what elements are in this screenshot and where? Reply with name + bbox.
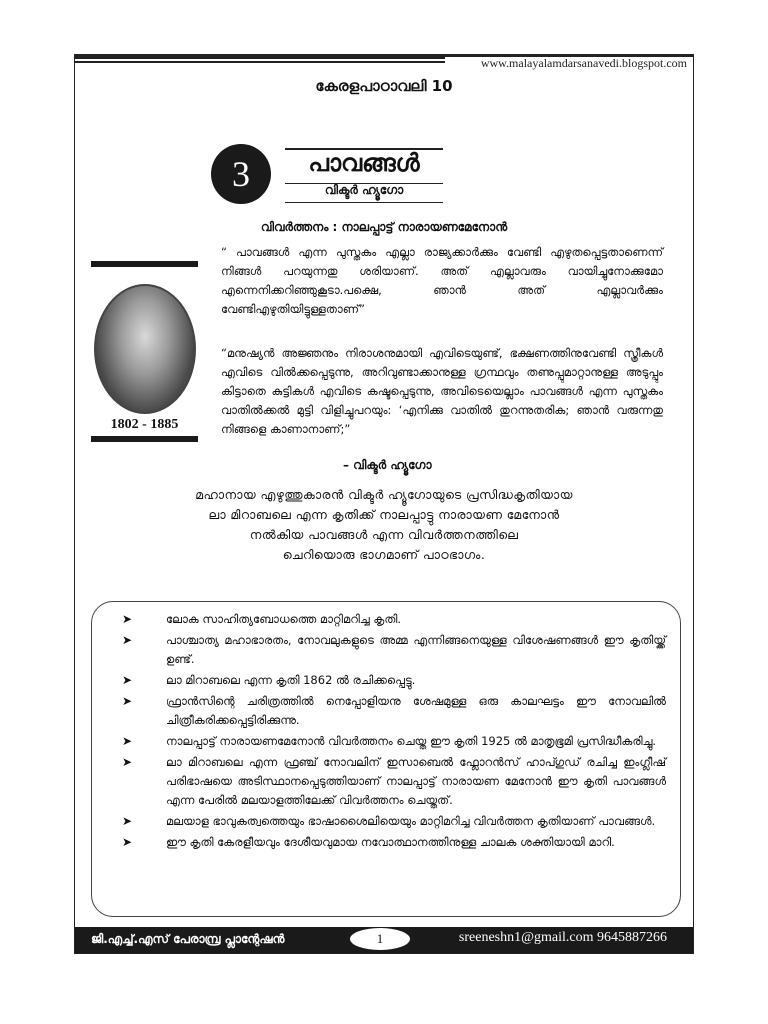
footer-contact[interactable]: sreeneshn1@gmail.com 9645887266 bbox=[458, 930, 667, 945]
header-url[interactable]: www.malayalamdarsanavedi.blogspot.com bbox=[480, 56, 687, 70]
arrow-bullet-icon: ➤ bbox=[122, 755, 133, 769]
point-text: ലോക സാഹിത്യബോധത്തെ മാറ്റിമറിച്ച കൃതി. bbox=[166, 612, 402, 626]
page-footer bbox=[75, 927, 693, 953]
quote-paragraph: “മനുഷ്യൻ അജ്ഞനും നിരാശനുമായി എവിടെയുണ്ട്, ഭക്ഷണത്തിനുവേണ്ടി സ്ത്രീകൾ എവിടെ വിൽക്കപ്പെടുന്നു, അറിവുണ്ടാക്കാനുള്ള ഗ്രന്ഥവും തണുപ്പുമാറ്റാനുള്ള അടുപ്പും കിട്ടാതെ കുട്ടികൾ എവിടെ കഷ്ടപ്പെടുന്നു, അവിടെയെല്ലാം പാവങ്ങൾ എന്ന പുസ്തകം വാതിൽക്കൽ മുട്ടി വിളിച്ചുപറയും: ‘എനിക്കു വാതിൽ തുറന്നുതരിക; ഞാൻ വരുന്നതു നിങ്ങളെ കാണാനാണ്;” bbox=[221, 346, 663, 436]
translator-credit: വിവർത്തനം : നാലപ്പാട്ട് നാരായണമേനോൻ bbox=[260, 220, 508, 234]
point-text: ലാ മിറാബലെ എന്ന കൃതി 1862 ൽ രചിക്കപ്പെട്ടു. bbox=[166, 673, 416, 687]
list-item bbox=[122, 671, 666, 690]
arrow-bullet-icon: ➤ bbox=[122, 633, 133, 647]
point-text: നാലപ്പാട്ട് നാരായണമേനോൻ വിവർത്തനം ചെയ്ത ഈ കൃതി 1925 ൽ മാതൃഭൂമി പ്രസിദ്ധീകരിച്ചു. bbox=[166, 734, 657, 748]
arrow-bullet-icon: ➤ bbox=[122, 814, 133, 828]
list-item bbox=[122, 812, 666, 831]
portrait-bottom-bar bbox=[91, 436, 198, 442]
quote-paragraph: “ പാവങ്ങൾ എന്ന പുസ്തകം എല്ലാ രാജ്യക്കാർക്കും വേണ്ടി എഴുതപ്പെട്ടതാണെന്ന് നിങ്ങൾ പറയുന്നതു ശരിയാണ്. അത് എല്ലാവരും വായിച്ചുനോക്കുമോ എന്നെനിക്കറിഞ്ഞുകൂടാ.പക്ഷെ, ഞാൻ അത് എല്ലാവർക്കും വേണ്ടിഎഴുതിയിട്ടുള്ളതാണ്” bbox=[221, 245, 663, 316]
chapter-author: വിക്ടർ ഹ്യൂഗോ bbox=[324, 183, 404, 197]
portrait-top-bar bbox=[91, 261, 198, 267]
chapter-number: 3 bbox=[211, 144, 271, 204]
arrow-bullet-icon: ➤ bbox=[122, 694, 133, 708]
point-text: മലയാള ഭാവുകത്വത്തെയും ഭാഷാശൈലിയെയും മാറ്റിമറിച്ച വിവർത്തന കൃതിയാണ് പാവങ്ങൾ. bbox=[166, 814, 656, 828]
point-text: പാശ്ചാത്യ മഹാഭാരതം, നോവലുകളുടെ അമ്മ എന്നിങ്ങനെയുള്ള വിശേഷണങ്ങൾ ഈ കൃതിയ്ക്ക് ഉണ്ട്. bbox=[166, 633, 666, 666]
quote-signature: – വിക്ടർ ഹ്യൂഗോ bbox=[343, 458, 432, 472]
key-points-box bbox=[91, 601, 681, 917]
intro-line: മഹാനായ എഴുത്തുകാരൻ വിക്ടർ ഹ്യൂഗോയുടെ പ്രസിദ്ധകൃതിയായ bbox=[195, 487, 573, 502]
intro-line: ചെറിയൊരു ഭാഗമാണ് പാഠഭാഗം. bbox=[282, 547, 486, 562]
footer-school: ജി.എച്ച്.എസ് പേരാമ്പ്ര പ്ലാന്റേഷൻ bbox=[91, 932, 285, 946]
intro-line: നൽകിയ പാവങ്ങൾ എന്ന വിവർത്തനത്തിലെ bbox=[249, 527, 519, 542]
arrow-bullet-icon: ➤ bbox=[122, 835, 133, 849]
key-points-list bbox=[122, 610, 666, 854]
point-text: ഈ കൃതി കേരളീയവും ദേശീയവുമായ നവോത്ഥാനത്തിനുള്ള ചാലക ശക്തിയായി മാറി. bbox=[166, 835, 615, 849]
intro-line: ലാ മിറാബലെ എന്ന കൃതിക്ക് നാലപ്പാട്ടു നാരായണ മേനോൻ bbox=[208, 507, 560, 522]
arrow-bullet-icon: ➤ bbox=[122, 612, 133, 626]
author-years: 1802 - 1885 bbox=[110, 417, 179, 432]
author-rule bbox=[285, 202, 443, 203]
author-portrait bbox=[94, 284, 196, 414]
intro-text bbox=[105, 485, 663, 565]
list-item bbox=[122, 692, 666, 730]
list-item bbox=[122, 610, 666, 629]
arrow-bullet-icon: ➤ bbox=[122, 673, 133, 687]
chapter-title: പാവങ്ങൾ bbox=[308, 149, 420, 177]
arrow-bullet-icon: ➤ bbox=[122, 734, 133, 748]
point-text: ഫ്രാൻസിന്റെ ചരിത്രത്തിൽ നെപ്പോളിയനു ശേഷമുള്ള ഒരു കാലഘട്ടം ഈ നോവലിൽ ചിത്രീകരിക്കപ്പെട്ടിരിക്കുന്നു. bbox=[166, 694, 666, 727]
list-item bbox=[122, 753, 666, 810]
list-item bbox=[122, 631, 666, 669]
page-frame bbox=[74, 54, 694, 954]
page-number: 1 bbox=[350, 928, 410, 950]
book-title: കേരളപാഠാവലി 10 bbox=[315, 77, 453, 95]
list-item bbox=[122, 732, 666, 751]
point-text: ലാ മിറാബലെ എന്ന ഫ്രഞ്ച് നോവലിന് ഇസാബെൽ ഫ്ലോറൻസ് ഹാപ്ഗുഡ് രചിച്ച ഇംഗ്ലീഷ് പരിഭാഷയെ അടിസ്ഥാനപ്പെടുത്തിയാണ് നാലപ്പാട്ട് നാരായണ മേനോൻ ഈ കൃതി പാവങ്ങൾ എന്ന പേരിൽ മലയാളത്തിലേക്ക് വിവർത്തനം ചെയ്തത്. bbox=[166, 755, 666, 807]
double-rule bbox=[75, 57, 445, 63]
list-item bbox=[122, 833, 666, 852]
